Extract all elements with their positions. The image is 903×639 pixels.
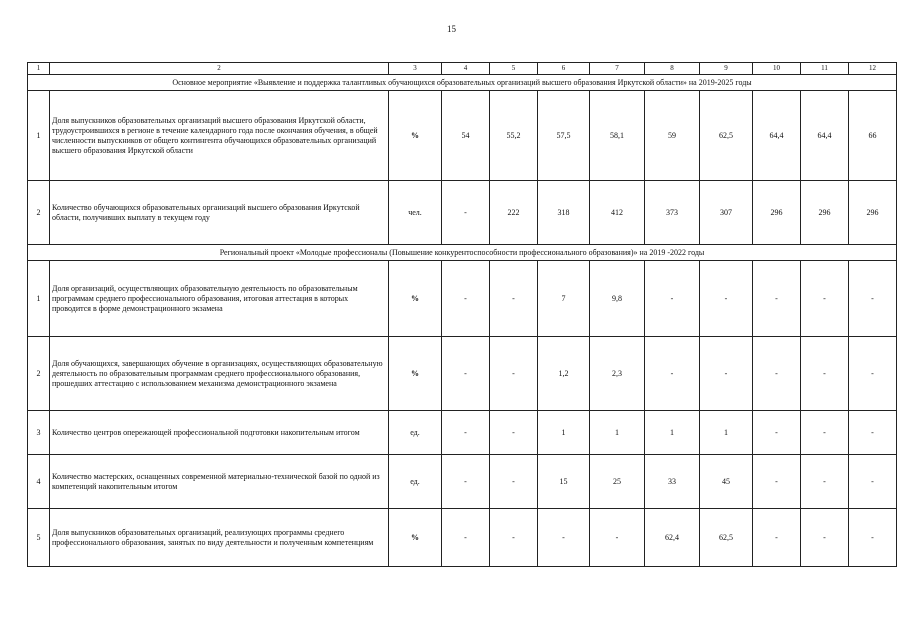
value-cell: - bbox=[849, 337, 897, 411]
value-cell: 33 bbox=[645, 455, 700, 509]
table-row bbox=[28, 411, 897, 455]
value-cell: - bbox=[801, 261, 849, 337]
value-cell: - bbox=[442, 509, 490, 567]
section-title: Региональный проект «Молодые профессионалы (Повышение конкурентоспособности профессионального образования)» на 2019 -2022 годы bbox=[28, 245, 897, 261]
value-cell: 1 bbox=[590, 411, 645, 455]
unit-of-measure: % bbox=[389, 337, 442, 411]
value-cell: - bbox=[645, 261, 700, 337]
value-cell: 1 bbox=[645, 411, 700, 455]
value-cell: - bbox=[753, 337, 801, 411]
value-cell: 64,4 bbox=[753, 91, 801, 181]
section-title: Основное мероприятие «Выявление и поддержка талантливых обучающихся образовательных организаций высшего образования Иркутской области» на 2019-2025 годы bbox=[28, 75, 897, 91]
page-number: 15 bbox=[447, 24, 456, 34]
column-number: 12 bbox=[849, 63, 897, 75]
value-cell: 58,1 bbox=[590, 91, 645, 181]
value-cell: - bbox=[753, 509, 801, 567]
column-number: 6 bbox=[538, 63, 590, 75]
value-cell: 1 bbox=[538, 411, 590, 455]
value-cell: 54 bbox=[442, 91, 490, 181]
value-cell: 59 bbox=[645, 91, 700, 181]
indicators-table bbox=[27, 62, 897, 567]
value-cell: - bbox=[700, 337, 753, 411]
indicator-description: Количество обучающихся образовательных организаций высшего образования Иркутской области, получивших выплату в текущем году bbox=[50, 181, 389, 245]
value-cell: - bbox=[753, 455, 801, 509]
value-cell: 15 bbox=[538, 455, 590, 509]
value-cell: 25 bbox=[590, 455, 645, 509]
value-cell: - bbox=[801, 509, 849, 567]
value-cell: - bbox=[442, 455, 490, 509]
column-number-header-row bbox=[28, 63, 897, 75]
value-cell: - bbox=[442, 261, 490, 337]
value-cell: - bbox=[538, 509, 590, 567]
column-number: 11 bbox=[801, 63, 849, 75]
value-cell: - bbox=[590, 509, 645, 567]
value-cell: 318 bbox=[538, 181, 590, 245]
value-cell: 296 bbox=[801, 181, 849, 245]
value-cell: 66 bbox=[849, 91, 897, 181]
value-cell: 7 bbox=[538, 261, 590, 337]
row-number: 1 bbox=[28, 91, 50, 181]
value-cell: 62,5 bbox=[700, 91, 753, 181]
value-cell: - bbox=[801, 337, 849, 411]
column-number: 7 bbox=[590, 63, 645, 75]
table-row bbox=[28, 261, 897, 337]
table-row bbox=[28, 181, 897, 245]
value-cell: - bbox=[753, 411, 801, 455]
value-cell: - bbox=[753, 261, 801, 337]
value-cell: - bbox=[442, 181, 490, 245]
value-cell: 62,5 bbox=[700, 509, 753, 567]
unit-of-measure: % bbox=[389, 261, 442, 337]
value-cell: 64,4 bbox=[801, 91, 849, 181]
value-cell: 296 bbox=[849, 181, 897, 245]
value-cell: 412 bbox=[590, 181, 645, 245]
value-cell: 1,2 bbox=[538, 337, 590, 411]
value-cell: 2,3 bbox=[590, 337, 645, 411]
unit-of-measure: % bbox=[389, 509, 442, 567]
value-cell: 373 bbox=[645, 181, 700, 245]
unit-of-measure: ед. bbox=[389, 411, 442, 455]
value-cell: - bbox=[849, 455, 897, 509]
section-title-row bbox=[28, 245, 897, 261]
value-cell: 222 bbox=[490, 181, 538, 245]
value-cell: - bbox=[490, 337, 538, 411]
value-cell: - bbox=[442, 337, 490, 411]
unit-of-measure: % bbox=[389, 91, 442, 181]
indicator-description: Доля выпускников образовательных организаций, реализующих программы среднего профессионального образования, занятых по виду деятельности и полученным компетенциям bbox=[50, 509, 389, 567]
row-number: 3 bbox=[28, 411, 50, 455]
value-cell: - bbox=[801, 455, 849, 509]
column-number: 5 bbox=[490, 63, 538, 75]
row-number: 4 bbox=[28, 455, 50, 509]
table-row bbox=[28, 337, 897, 411]
value-cell: - bbox=[490, 455, 538, 509]
column-number: 10 bbox=[753, 63, 801, 75]
value-cell: 62,4 bbox=[645, 509, 700, 567]
value-cell: - bbox=[490, 261, 538, 337]
row-number: 1 bbox=[28, 261, 50, 337]
unit-of-measure: чел. bbox=[389, 181, 442, 245]
value-cell: 307 bbox=[700, 181, 753, 245]
table-row bbox=[28, 509, 897, 567]
value-cell: 57,5 bbox=[538, 91, 590, 181]
row-number: 5 bbox=[28, 509, 50, 567]
value-cell: - bbox=[442, 411, 490, 455]
column-number: 8 bbox=[645, 63, 700, 75]
table-row bbox=[28, 91, 897, 181]
value-cell: 55,2 bbox=[490, 91, 538, 181]
value-cell: - bbox=[700, 261, 753, 337]
value-cell: - bbox=[849, 509, 897, 567]
value-cell: - bbox=[849, 411, 897, 455]
table-row bbox=[28, 455, 897, 509]
indicator-description: Количество центров опережающей профессиональной подготовки накопительным итогом bbox=[50, 411, 389, 455]
value-cell: 9,8 bbox=[590, 261, 645, 337]
row-number: 2 bbox=[28, 181, 50, 245]
indicator-description: Доля организаций, осуществляющих образовательную деятельность по образовательным программам среднего профессионального образования, итоговая аттестация в которых проводится в форме демонстрационного экзамена bbox=[50, 261, 389, 337]
column-number: 1 bbox=[28, 63, 50, 75]
column-number: 3 bbox=[389, 63, 442, 75]
unit-of-measure: ед. bbox=[389, 455, 442, 509]
indicator-description: Количество мастерских, оснащенных современной материально-технической базой по одной из компетенций накопительным итогом bbox=[50, 455, 389, 509]
section-title-row bbox=[28, 75, 897, 91]
value-cell: - bbox=[645, 337, 700, 411]
column-number: 2 bbox=[50, 63, 389, 75]
column-number: 9 bbox=[700, 63, 753, 75]
value-cell: - bbox=[490, 509, 538, 567]
column-number: 4 bbox=[442, 63, 490, 75]
value-cell: 45 bbox=[700, 455, 753, 509]
value-cell: 1 bbox=[700, 411, 753, 455]
value-cell: 296 bbox=[753, 181, 801, 245]
value-cell: - bbox=[849, 261, 897, 337]
value-cell: - bbox=[490, 411, 538, 455]
value-cell: - bbox=[801, 411, 849, 455]
indicator-description: Доля выпускников образовательных организаций высшего образования Иркутской области, трудоустроившихся в регионе в течение календарного года после окончания обучения, в общей численности выпускников от общего контингента обучающихся образовательных организаций высшего образования Иркутской области bbox=[50, 91, 389, 181]
indicator-description: Доля обучающихся, завершающих обучение в организациях, осуществляющих образовательную деятельность по образовательным программам среднего профессионального образования, прошедших аттестацию с использованием механизма демонстрационного экзамена bbox=[50, 337, 389, 411]
row-number: 2 bbox=[28, 337, 50, 411]
